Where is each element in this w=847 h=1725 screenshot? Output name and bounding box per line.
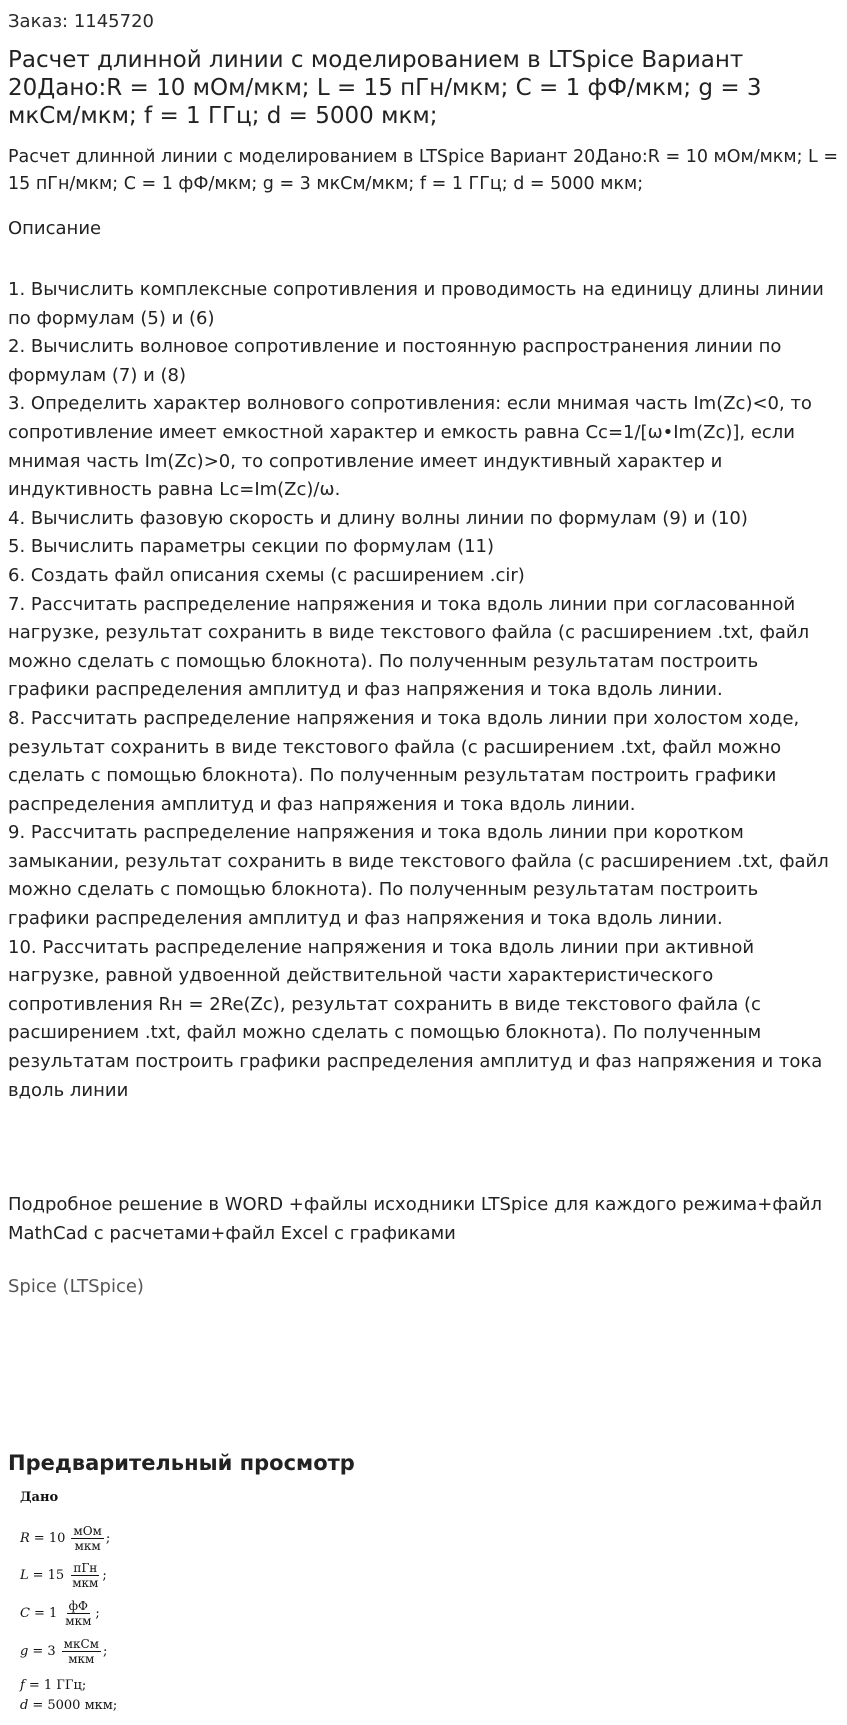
equation-value: = 3 bbox=[32, 1644, 56, 1659]
preview-image bbox=[12, 1482, 312, 1722]
page-title: Расчет длинной линии с моделированием в LTSpice Вариант 20Дано:R = 10 мОм/мкм; L = 15 пГн/мкм; C = 1 фФ/мкм; g = 3 мкСм/мкм; f = 1 ГГц; d = 5000 мкм; bbox=[8, 47, 762, 129]
equation-variable: f bbox=[20, 1678, 25, 1693]
step-item: 2. Вычислить волновое сопротивление и постоянную распространения линии по формулам (7) и (8) bbox=[8, 336, 782, 386]
equation-terminator: ; bbox=[102, 1568, 107, 1583]
unit-denominator: мкм bbox=[74, 1539, 101, 1553]
step-item: 6. Создать файл описания схемы (с расширением .cir) bbox=[8, 564, 525, 586]
unit-fraction bbox=[62, 1637, 101, 1666]
equation-g bbox=[20, 1637, 107, 1666]
category-label: Spice (LTSpice) bbox=[8, 1276, 144, 1297]
page-subtitle: Расчет длинной линии с моделированием в LTSpice Вариант 20Дано:R = 10 мОм/мкм; L = 15 пГн/мкм; C = 1 фФ/мкм; g = 3 мкСм/мкм; f = 1 ГГц; d = 5000 мкм; bbox=[8, 147, 839, 194]
equation-value: = 5000 мкм; bbox=[32, 1698, 118, 1713]
preview-title: Дано bbox=[20, 1490, 59, 1505]
equation-value: = 15 bbox=[32, 1568, 65, 1583]
equation-variable: C bbox=[20, 1606, 30, 1621]
step-item: 3. Определить характер волнового сопротивления: если мнимая часть Im(Zc)<0, то сопротивление имеет емкостной характер и емкость равна Cc=1/[ω•Im(Zc)], если мнимая часть Im(Zc)>0, то сопротивление имеет индуктивный характер и индуктивность равна Lc=Im(Zc)/ω. bbox=[8, 393, 812, 501]
unit-denominator: мкм bbox=[65, 1614, 92, 1628]
equation-terminator: ; bbox=[105, 1531, 111, 1546]
unit-numerator: фФ bbox=[68, 1599, 89, 1613]
equation-terminator: ; bbox=[102, 1644, 108, 1659]
equation-variable: g bbox=[20, 1644, 29, 1659]
step-item: 10. Рассчитать распределение напряжения и тока вдоль линии при активной нагрузке, равной удвоенной действительной части характеристического сопротивления Rн = 2Re(Zc), результат сохранить в виде текстового файла (с расширением .txt, файл можно сделать с помощью блокнота). По полученным результатам построить графики распределения амплитуд и фаз напряжения и тока вдоль линии bbox=[8, 936, 823, 1101]
equation-value: = 1 ГГц; bbox=[28, 1678, 87, 1693]
step-item: 8. Рассчитать распределение напряжения и тока вдоль линии при холостом ходе, результат сохранить в виде текстового файла (с расширением .txt, файл можно сделать с помощью блокнота). По полученным результатам построить графики распределения амплитуд и фаз напряжения и тока вдоль линии. bbox=[8, 707, 800, 815]
unit-denominator: мкм bbox=[68, 1652, 95, 1666]
equation-variable: R bbox=[20, 1531, 30, 1546]
unit-numerator: пГн bbox=[73, 1561, 98, 1575]
unit-fraction bbox=[70, 1561, 100, 1590]
step-item: 5. Вычислить параметры секции по формулам (11) bbox=[8, 536, 495, 558]
equation-f bbox=[20, 1678, 90, 1693]
description-steps bbox=[8, 276, 843, 1105]
step-item: 9. Рассчитать распределение напряжения и тока вдоль линии при коротком замыкании, результат сохранить в виде текстового файла (с расширением .txt, файл можно сделать с помощью блокнота). По полученным результатам построить графики распределения амплитуд и фаз напряжения и тока вдоль линии. bbox=[8, 822, 829, 930]
equation-variable: L bbox=[20, 1568, 29, 1583]
unit-fraction bbox=[71, 1524, 104, 1553]
equation-l bbox=[20, 1561, 107, 1590]
step-item: 7. Рассчитать распределение напряжения и тока вдоль линии при согласованной нагрузке, результат сохранить в виде текстового файла (с расширением .txt, файл можно сделать с помощью блокнота). По полученным результатам построить графики распределения амплитуд и фаз напряжения и тока вдоль линии. bbox=[8, 593, 810, 701]
equation-variable: d bbox=[20, 1698, 29, 1713]
deliverables-summary: Подробное решение в WORD +файлы исходники LTSpice для каждого режима+файл MathCad с расчетами+файл Excel с графиками bbox=[8, 1194, 822, 1244]
equation-value: = 1 bbox=[33, 1606, 58, 1621]
equation-c bbox=[20, 1599, 100, 1628]
unit-fraction bbox=[63, 1599, 93, 1628]
step-item: 4. Вычислить фазовую скорость и длину волны линии по формулам (9) и (10) bbox=[8, 507, 748, 529]
unit-numerator: мОм bbox=[73, 1524, 102, 1538]
equation-d bbox=[20, 1698, 121, 1713]
preview-heading: Предварительный просмотр bbox=[8, 1451, 355, 1475]
description-heading: Описание bbox=[8, 218, 102, 239]
equation-terminator: ; bbox=[95, 1606, 100, 1621]
unit-numerator: мкСм bbox=[63, 1637, 99, 1651]
order-number: Заказ: 1145720 bbox=[8, 11, 154, 32]
step-item: 1. Вычислить комплексные сопротивления и проводимость на единицу длины линии по формулам (5) и (6) bbox=[8, 279, 824, 329]
equation-r bbox=[20, 1524, 110, 1553]
equation-value: = 10 bbox=[33, 1531, 66, 1546]
unit-denominator: мкм bbox=[72, 1576, 99, 1590]
